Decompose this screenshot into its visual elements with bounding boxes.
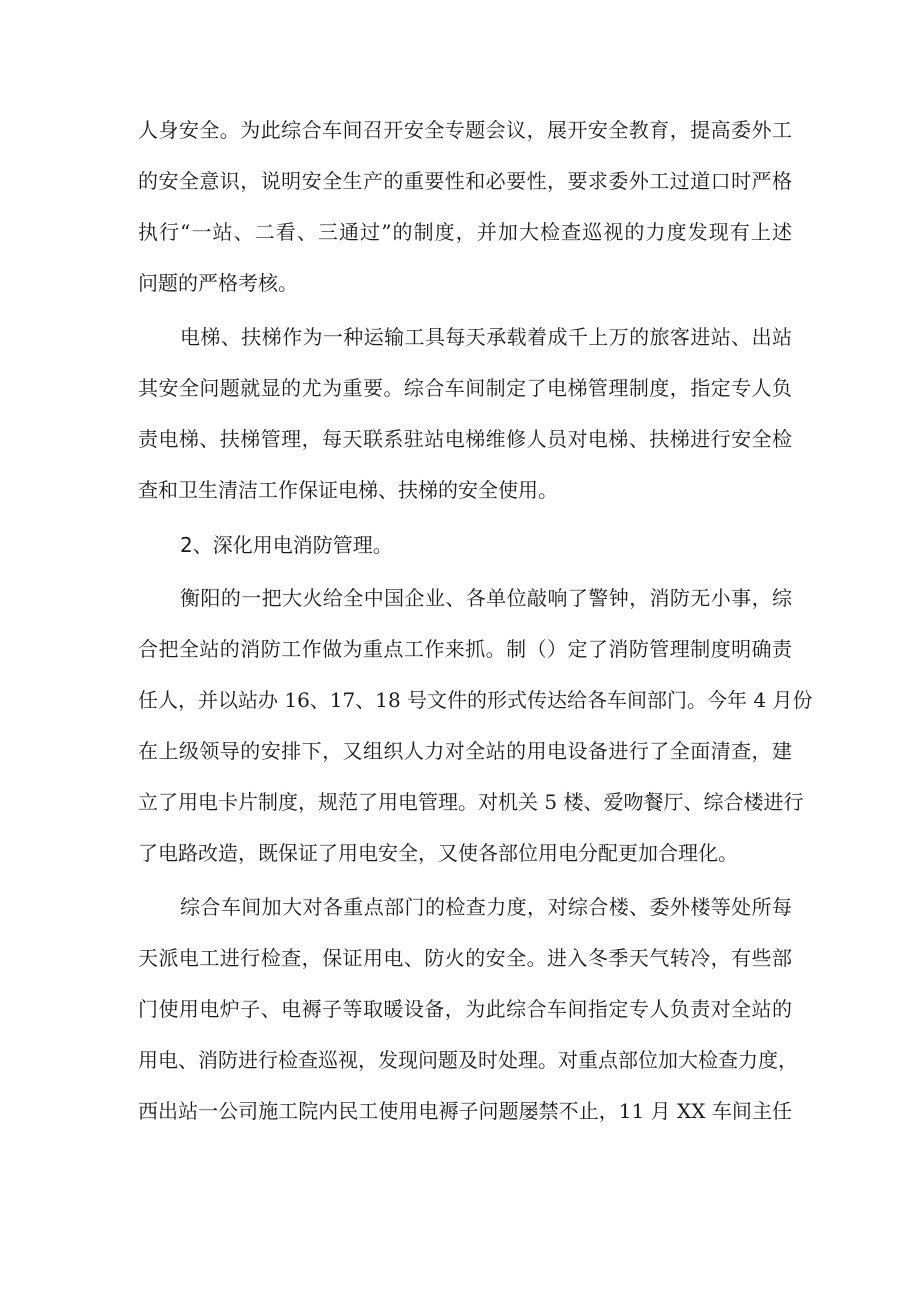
paragraph-2-line-2: 其安全问题就显的尤为重要。综合车间制定了电梯管理制度，指定专人负 bbox=[138, 376, 792, 400]
section-heading: 2、深化用电消防管理。 bbox=[180, 533, 393, 557]
paragraph-3-line-6: 了电路改造，既保证了用电安全，又使各部位用电分配更加合理化。 bbox=[138, 841, 738, 865]
paragraph-1-line-3: 执行“一站、二看、三通过”的制度，并加大检查巡视的力度发现有上述 bbox=[138, 220, 792, 244]
paragraph-3-line-5: 立了用电卡片制度，规范了用电管理。对机关 5 楼、爱吻餐厅、综合楼进行 bbox=[138, 790, 804, 814]
paragraph-4-line-4: 用电、消防进行检查巡视，发现问题及时处理。对重点部位加大检查力度， bbox=[138, 1048, 798, 1072]
paragraph-4-line-3: 门使用电炉子、电褥子等取暖设备，为此综合车间指定专人负责对全站的 bbox=[138, 997, 792, 1021]
paragraph-2-line-4: 查和卫生清洁工作保证电梯、扶梯的安全使用。 bbox=[138, 478, 558, 502]
paragraph-2-line-3: 责电梯、扶梯管理，每天联系驻站电梯维修人员对电梯、扶梯进行安全检 bbox=[138, 427, 792, 451]
paragraph-4-line-2: 天派电工进行检查，保证用电、防火的安全。进入冬季天气转冷，有些部 bbox=[138, 946, 792, 970]
paragraph-1-line-1: 人身安全。为此综合车间召开安全专题会议，展开安全教育，提高委外工 bbox=[138, 118, 792, 142]
paragraph-2-line-1: 电梯、扶梯作为一种运输工具每天承载着成千上万的旅客进站、出站 bbox=[180, 325, 792, 349]
paragraph-1-line-4: 问题的严格考核。 bbox=[138, 271, 298, 295]
paragraph-3-line-1: 衡阳的一把大火给全中国企业、各单位敲响了警钟，消防无小事，综 bbox=[180, 586, 792, 610]
paragraph-3-line-2: 合把全站的消防工作做为重点工作来抓。制（）定了消防管理制度明确责 bbox=[138, 637, 792, 661]
paragraph-3-line-4: 在上级领导的安排下，又组织人力对全站的用电设备进行了全面清查，建 bbox=[138, 739, 792, 763]
paragraph-3-line-3: 任人，并以站办 16、17、18 号文件的形式传达给各车间部门。今年 4 月份 bbox=[138, 688, 813, 712]
paragraph-4-line-5: 西出站一公司施工院内民工使用电褥子问题屡禁不止，11 月 XX 车间主任 bbox=[138, 1099, 792, 1123]
paragraph-4-line-1: 综合车间加大对各重点部门的检查力度，对综合楼、委外楼等处所每 bbox=[180, 895, 792, 919]
paragraph-1-line-2: 的安全意识，说明安全生产的重要性和必要性，要求委外工过道口时严格 bbox=[138, 169, 792, 193]
